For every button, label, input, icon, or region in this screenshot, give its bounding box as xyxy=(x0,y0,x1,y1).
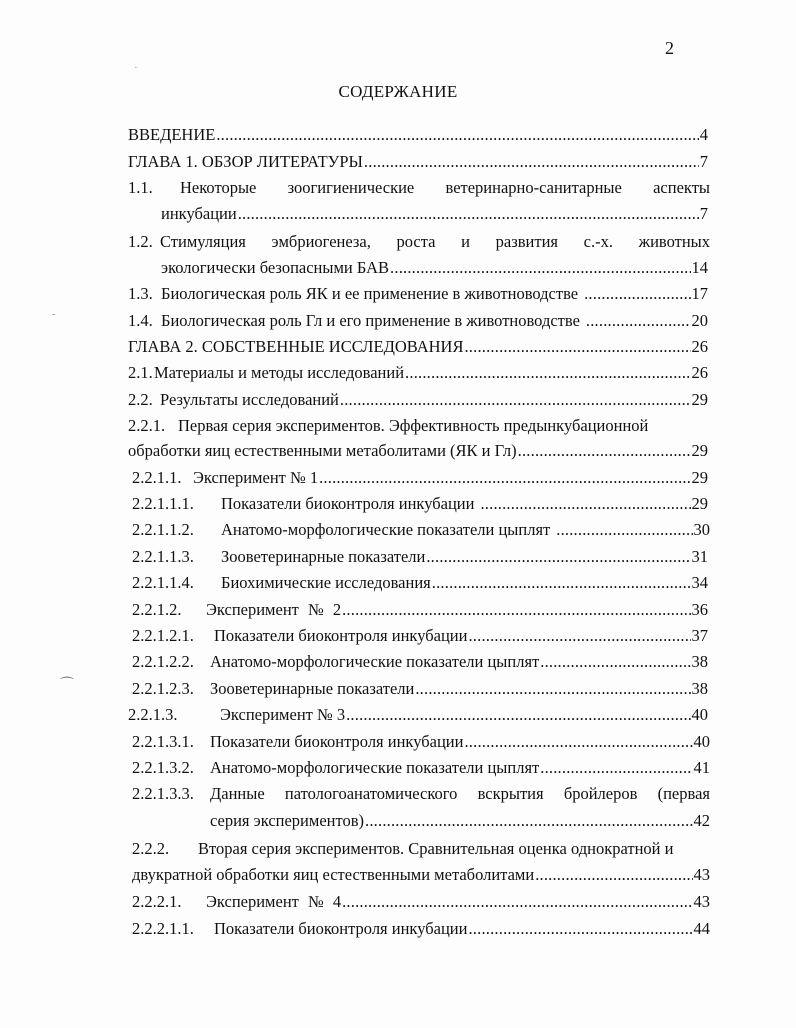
toc-entry xyxy=(132,625,708,647)
toc-entry-title: Анатомо-морфологические показатели цыплят xyxy=(221,520,551,539)
toc-entry xyxy=(132,519,710,541)
toc-entry xyxy=(132,651,708,673)
scan-speck: · xyxy=(134,62,138,74)
toc-entry xyxy=(132,864,710,886)
toc-entry-title: ГЛАВА 2. СОБСТВЕННЫЕ ИССЛЕДОВАНИЯ xyxy=(128,337,464,356)
toc-entry-page: 37 xyxy=(691,626,708,645)
toc-entry-page: 26 xyxy=(691,337,708,356)
toc-entry-number: 2.2.2.1.1. xyxy=(132,919,194,938)
toc-entry-title: Биологическая роль ЯК и ее применение в животноводстве xyxy=(161,284,579,303)
toc-entry-page: 40 xyxy=(691,705,708,724)
toc-entry-page: 34 xyxy=(691,573,708,592)
scan-speck: - xyxy=(52,308,56,320)
toc-entry-number: 2.2.1.1.2. xyxy=(132,520,194,539)
toc-entry-page: 29 xyxy=(691,494,708,513)
toc-entry-number: 2.2. xyxy=(128,390,153,409)
toc-entry-title: Эксперимент № 4 xyxy=(206,892,342,911)
toc-entry-line-text: Первая серия экспериментов. Эффективность предынкубационной xyxy=(178,416,649,435)
toc-entry-number: 2.2.1.3. xyxy=(128,705,178,724)
toc-entry-page: 4 xyxy=(699,125,708,144)
toc-entry-title: Анатомо-морфологические показатели цыплят xyxy=(210,758,540,777)
toc-entry-number: 2.2.1.1.4. xyxy=(132,573,194,592)
toc-entry xyxy=(132,572,708,594)
toc-entry-title: Показатели биоконтроля инкубации xyxy=(221,494,475,513)
toc-entry-page: 42 xyxy=(693,811,710,830)
toc-entry-line-text: Вторая серия экспериментов. Сравнительная оценка однократной и xyxy=(198,839,674,858)
toc-entry-line xyxy=(128,415,708,437)
toc-entry-page: 17 xyxy=(691,284,708,303)
toc-entry xyxy=(128,362,708,384)
toc-entry xyxy=(132,599,708,621)
toc-entry-number: 1.2. xyxy=(128,232,153,251)
toc-entry-page: 30 xyxy=(693,520,710,539)
toc-entry-number: 2.2.1.1.1. xyxy=(132,494,194,513)
toc-entry-number: 2.2.1.2. xyxy=(132,600,182,619)
toc-entry-title: Эксперимент № 3 xyxy=(220,705,346,724)
toc-entry-title: Эксперимент № 1 xyxy=(193,468,319,487)
toc-entry-page: 31 xyxy=(691,547,708,566)
toc-entry xyxy=(132,918,710,940)
toc-entry-number: 2.2.1.2.2. xyxy=(132,652,194,671)
toc-entry xyxy=(132,678,708,700)
toc-entry-title: обработки яиц естественными метаболитами (ЯК и Гл) xyxy=(128,441,517,460)
toc-entry-title: Биологическая роль Гл и его применение в животноводстве xyxy=(161,311,580,330)
toc-title: СОДЕРЖАНИЕ xyxy=(338,82,458,101)
toc-entry-number: 2.2.1. xyxy=(128,416,166,435)
toc-entry-number: 2.2.1.2.1. xyxy=(132,626,194,645)
toc-entry xyxy=(128,151,708,173)
toc-entry xyxy=(132,546,708,568)
toc-entry-title: Зооветеринарные показатели xyxy=(221,547,426,566)
toc-entry-number: 2.2.1.3.2. xyxy=(132,758,194,777)
toc-entry-title: Материалы и методы исследований xyxy=(154,363,405,382)
toc-entry-page: 38 xyxy=(691,652,708,671)
toc-entry xyxy=(128,704,708,726)
toc-entry xyxy=(132,467,708,489)
toc-entry-page: 44 xyxy=(693,919,710,938)
toc-entry xyxy=(161,203,708,225)
toc-entry-title: ВВЕДЕНИЕ xyxy=(128,125,216,144)
toc-entry-page: 40 xyxy=(693,732,710,751)
toc-entry-number: 2.2.2.1. xyxy=(132,892,182,911)
toc-entry-line: Данные патологоанатомического вскрытия бройлеров (первая xyxy=(210,784,710,803)
toc-entry-page: 38 xyxy=(691,679,708,698)
toc-entry-number: 2.2.1.1. xyxy=(132,468,182,487)
scan-speck: ⌒ xyxy=(60,678,74,693)
toc-entry-page: 29 xyxy=(691,441,708,460)
toc-entry-page: 41 xyxy=(693,758,710,777)
toc-entry-page: 7 xyxy=(699,204,708,223)
toc-entry-title: ГЛАВА 1. ОБЗОР ЛИТЕРАТУРЫ xyxy=(128,152,363,171)
toc-entry-number: 2.2.1.3.1. xyxy=(132,732,194,751)
toc-entry xyxy=(128,440,708,462)
toc-entry-title: инкубации xyxy=(161,204,237,223)
toc-entry-title: Показатели биоконтроля инкубации xyxy=(214,626,468,645)
toc-entry xyxy=(128,336,708,358)
toc-entry-number: 2.2.2. xyxy=(132,839,170,858)
toc-entry-page: 26 xyxy=(691,363,708,382)
toc-entry-page: 14 xyxy=(691,258,708,277)
toc-entry-page: 29 xyxy=(691,390,708,409)
toc-entry-number: 2.2.1.2.3. xyxy=(132,679,194,698)
toc-entry-page: 43 xyxy=(693,892,710,911)
toc-entry-page: 36 xyxy=(691,600,708,619)
toc-entry xyxy=(132,493,708,515)
toc-entry-line xyxy=(132,838,712,860)
toc-entry-number: 2.1. xyxy=(128,363,153,382)
toc-entry-line: Стимуляция эмбриогенеза, роста и развития с.-х. животных xyxy=(160,232,710,251)
toc-entry-title: Показатели биоконтроля инкубации xyxy=(210,732,464,751)
toc-entry xyxy=(128,124,708,146)
toc-entry-page: 29 xyxy=(691,468,708,487)
toc-entry-title: Биохимические исследования xyxy=(221,573,431,592)
toc-entry-title: Зооветеринарные показатели xyxy=(210,679,415,698)
toc-entry-page: 7 xyxy=(699,152,708,171)
toc-entry xyxy=(161,257,708,279)
toc-entry-title: Результаты исследований xyxy=(160,390,339,409)
toc-entry-page: 20 xyxy=(691,311,708,330)
toc-entry-page: 43 xyxy=(693,865,710,884)
toc-entry xyxy=(132,891,710,913)
toc-entry-title: серия экспериментов) xyxy=(210,811,365,830)
toc-entry-number: 1.4. xyxy=(128,311,153,330)
toc-entry-number: 1.1. xyxy=(128,178,153,197)
toc-entry xyxy=(210,810,710,832)
toc-entry-number: 2.2.1.1.3. xyxy=(132,547,194,566)
toc-entry-title: Эксперимент № 2 xyxy=(206,600,342,619)
page-number: 2 xyxy=(665,38,674,58)
toc-entry-title: Анатомо-морфологические показатели цыплят xyxy=(210,652,540,671)
toc-entry xyxy=(132,757,710,779)
toc-entry-title: экологически безопасными БАВ xyxy=(161,258,390,277)
toc-entry-number: 1.3. xyxy=(128,284,153,303)
toc-entry xyxy=(128,389,708,411)
toc-entry-title: Показатели биоконтроля инкубации xyxy=(214,919,468,938)
toc-entry xyxy=(132,731,710,753)
toc-entry xyxy=(128,310,708,332)
toc-entry-title: двукратной обработки яиц естественными метаболитами xyxy=(132,865,535,884)
toc-entry-line: Некоторые зоогигиенические ветеринарно-санитарные аспекты xyxy=(180,178,710,197)
toc-entry xyxy=(128,283,708,305)
toc-entry-number: 2.2.1.3.3. xyxy=(132,784,194,803)
